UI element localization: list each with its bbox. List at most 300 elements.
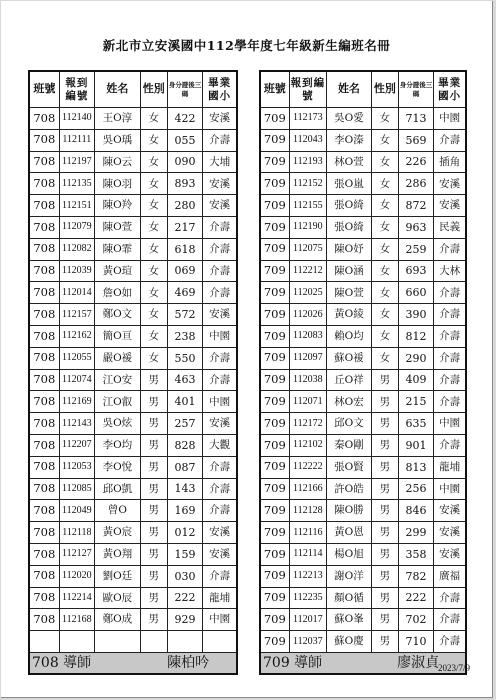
student-name-cell: 吳O炫 xyxy=(95,413,141,435)
header-register-no: 報到編號 xyxy=(59,71,94,108)
table-footer-row xyxy=(260,652,466,674)
grad-school-cell: 民義 xyxy=(434,216,466,238)
class-no-cell: 709 xyxy=(260,238,289,260)
register-no-cell: 112055 xyxy=(59,347,94,369)
class-no-cell xyxy=(29,631,59,653)
register-no-cell: 112075 xyxy=(289,238,326,260)
class-no-cell: 709 xyxy=(260,347,289,369)
header-grad-school: 畢業國小 xyxy=(434,71,466,108)
grad-school-cell: 中園 xyxy=(434,413,466,435)
student-name-cell: 謝O洋 xyxy=(327,565,372,587)
sex-cell: 女 xyxy=(140,325,167,347)
register-no-cell: 112197 xyxy=(59,151,94,173)
student-name-cell: 陳O萱 xyxy=(95,216,141,238)
table-row xyxy=(260,304,466,326)
class-no-cell: 709 xyxy=(260,325,289,347)
class-no-cell: 709 xyxy=(260,413,289,435)
class-no-cell: 709 xyxy=(260,522,289,544)
grad-school-cell: 中園 xyxy=(203,325,237,347)
class-no-cell: 708 xyxy=(29,565,59,587)
sex-cell: 女 xyxy=(140,108,167,130)
grad-school-cell: 介壽 xyxy=(434,631,466,653)
student-name-cell: 丘O祥 xyxy=(327,369,372,391)
id-last3-cell xyxy=(167,631,202,653)
id-last3-cell: 409 xyxy=(398,369,433,391)
student-name-cell: 鄭O成 xyxy=(95,609,141,631)
student-name-cell: 嚴O褑 xyxy=(95,347,141,369)
sex-cell: 男 xyxy=(140,587,167,609)
register-no-cell: 112039 xyxy=(59,260,94,282)
id-last3-cell: 469 xyxy=(167,282,202,304)
sex-cell: 女 xyxy=(371,108,398,130)
sex-cell: 男 xyxy=(140,609,167,631)
grad-school-cell: 介壽 xyxy=(434,238,466,260)
header-grad-school: 畢業國小 xyxy=(203,71,237,108)
id-last3-cell: 069 xyxy=(167,260,202,282)
class-no-cell: 709 xyxy=(260,631,289,653)
id-last3-cell: 280 xyxy=(167,195,202,217)
homeroom-teacher-name: 廖淑貞 xyxy=(371,652,466,674)
grad-school-cell: 龍埔 xyxy=(203,587,237,609)
table-row xyxy=(260,195,466,217)
grad-school-cell: 介壽 xyxy=(203,500,237,522)
table-row xyxy=(260,500,466,522)
register-no-cell: 112235 xyxy=(289,587,326,609)
table-row xyxy=(260,522,466,544)
student-name-cell: 陳O云 xyxy=(95,151,141,173)
table-row xyxy=(260,413,466,435)
student-name-cell: 張O嵐 xyxy=(327,173,372,195)
grad-school-cell: 介壽 xyxy=(203,238,237,260)
table-footer-row xyxy=(29,652,237,674)
id-last3-cell: 569 xyxy=(398,129,433,151)
id-last3-cell: 660 xyxy=(398,282,433,304)
grad-school-cell: 安溪 xyxy=(434,173,466,195)
table-row xyxy=(260,609,466,631)
class-no-cell: 708 xyxy=(29,260,59,282)
table-row xyxy=(260,216,466,238)
id-last3-cell: 846 xyxy=(398,500,433,522)
id-last3-cell: 030 xyxy=(167,565,202,587)
student-name-cell: 黃O恩 xyxy=(327,522,372,544)
class-no-cell: 708 xyxy=(29,609,59,631)
id-last3-cell: 169 xyxy=(167,500,202,522)
sex-cell: 男 xyxy=(371,631,398,653)
class-no-cell: 708 xyxy=(29,325,59,347)
class-no-cell: 708 xyxy=(29,522,59,544)
id-last3-cell: 693 xyxy=(398,260,433,282)
table-row xyxy=(260,434,466,456)
class-no-cell: 709 xyxy=(260,369,289,391)
register-no-cell xyxy=(59,631,94,653)
id-last3-cell: 893 xyxy=(167,173,202,195)
table-row xyxy=(29,369,237,391)
sex-cell: 女 xyxy=(371,216,398,238)
sex-cell: 男 xyxy=(371,478,398,500)
class-no-cell: 708 xyxy=(29,434,59,456)
class-no-cell: 709 xyxy=(260,609,289,631)
grad-school-cell: 大埔 xyxy=(203,151,237,173)
document-title: 新北市立安溪國中112學年度七年級新生編班名冊 xyxy=(102,38,391,53)
sex-cell: 男 xyxy=(140,456,167,478)
table-row xyxy=(29,478,237,500)
student-name-cell: 蘇O峯 xyxy=(327,609,372,631)
grad-school-cell: 中園 xyxy=(203,609,237,631)
sex-cell: 男 xyxy=(371,565,398,587)
class-no-cell: 709 xyxy=(260,565,289,587)
id-last3-cell: 782 xyxy=(398,565,433,587)
register-no-cell: 112114 xyxy=(289,543,326,565)
class-no-cell: 709 xyxy=(260,500,289,522)
class-no-cell: 708 xyxy=(29,543,59,565)
student-name-cell: 鄭O文 xyxy=(95,304,141,326)
table-row xyxy=(29,434,237,456)
register-no-cell: 112173 xyxy=(289,108,326,130)
table-header-row xyxy=(29,71,237,108)
id-last3-cell: 226 xyxy=(398,151,433,173)
id-last3-cell: 463 xyxy=(167,369,202,391)
class-no-cell: 708 xyxy=(29,129,59,151)
table-row xyxy=(260,151,466,173)
sex-cell: 女 xyxy=(371,260,398,282)
grad-school-cell: 介壽 xyxy=(203,565,237,587)
table-row xyxy=(29,413,237,435)
student-name-cell: 蘇O褑 xyxy=(327,347,372,369)
class-no-cell: 708 xyxy=(29,108,59,130)
grad-school-cell: 安溪 xyxy=(203,195,237,217)
grad-school-cell: 介壽 xyxy=(434,282,466,304)
table-row xyxy=(260,391,466,413)
sex-cell: 男 xyxy=(140,369,167,391)
grad-school-cell: 介壽 xyxy=(434,587,466,609)
student-name-cell: 陳O霏 xyxy=(95,238,141,260)
student-name-cell: 陳O妤 xyxy=(327,238,372,260)
sex-cell: 女 xyxy=(371,195,398,217)
grad-school-cell: 插角 xyxy=(434,151,466,173)
sex-cell: 女 xyxy=(371,347,398,369)
register-no-cell: 112071 xyxy=(289,391,326,413)
register-no-cell: 112083 xyxy=(289,325,326,347)
register-no-cell: 112053 xyxy=(59,456,94,478)
student-name-cell: 陳O萱 xyxy=(327,282,372,304)
class-no-cell: 709 xyxy=(260,108,289,130)
register-no-cell: 112193 xyxy=(289,151,326,173)
grad-school-cell: 安溪 xyxy=(434,522,466,544)
id-last3-cell: 143 xyxy=(167,478,202,500)
table-body xyxy=(260,108,466,653)
table-row xyxy=(29,216,237,238)
table-row xyxy=(260,565,466,587)
class-no-cell: 708 xyxy=(29,456,59,478)
sex-cell: 男 xyxy=(140,565,167,587)
class-no-cell: 708 xyxy=(29,304,59,326)
grad-school-cell: 廣福 xyxy=(434,565,466,587)
header-id-last3: 身分證後三碼 xyxy=(167,71,202,108)
header-name: 姓名 xyxy=(95,71,141,108)
register-no-cell: 112118 xyxy=(59,522,94,544)
student-name-cell: 江O安 xyxy=(95,369,141,391)
register-no-cell: 112162 xyxy=(59,325,94,347)
register-no-cell: 112152 xyxy=(289,173,326,195)
student-name-cell: 江O叡 xyxy=(95,391,141,413)
student-name-cell: 陳O羽 xyxy=(95,173,141,195)
register-no-cell: 112014 xyxy=(59,282,94,304)
table-row xyxy=(260,173,466,195)
table-row xyxy=(29,304,237,326)
header-id-last3: 身分證後三碼 xyxy=(398,71,433,108)
register-no-cell: 112140 xyxy=(59,108,94,130)
table-row xyxy=(260,108,466,130)
student-name-cell: 林O宏 xyxy=(327,391,372,413)
grad-school-cell: 安溪 xyxy=(203,108,237,130)
register-no-cell: 112166 xyxy=(289,478,326,500)
student-name-cell: 陳O涵 xyxy=(327,260,372,282)
grad-school-cell: 介壽 xyxy=(434,347,466,369)
id-last3-cell: 256 xyxy=(398,478,433,500)
id-last3-cell: 012 xyxy=(167,522,202,544)
class-no-cell: 709 xyxy=(260,543,289,565)
table-row xyxy=(29,129,237,151)
register-no-cell: 112207 xyxy=(59,434,94,456)
sex-cell: 男 xyxy=(371,413,398,435)
table-row xyxy=(29,282,237,304)
id-last3-cell: 713 xyxy=(398,108,433,130)
id-last3-cell: 710 xyxy=(398,631,433,653)
grad-school-cell: 安溪 xyxy=(203,413,237,435)
register-no-cell: 112038 xyxy=(289,369,326,391)
class-no-cell: 708 xyxy=(29,173,59,195)
class-708-roster-table xyxy=(28,70,238,675)
sex-cell: 女 xyxy=(371,129,398,151)
register-no-cell: 112111 xyxy=(59,129,94,151)
register-no-cell: 112214 xyxy=(59,587,94,609)
grad-school-cell: 介壽 xyxy=(203,369,237,391)
class-no-cell: 709 xyxy=(260,195,289,217)
id-last3-cell: 217 xyxy=(167,216,202,238)
grad-school-cell: 介壽 xyxy=(434,434,466,456)
sex-cell: 男 xyxy=(371,543,398,565)
student-name-cell: 蘇O慶 xyxy=(327,631,372,653)
sex-cell: 男 xyxy=(140,478,167,500)
register-no-cell: 112151 xyxy=(59,195,94,217)
id-last3-cell: 222 xyxy=(167,587,202,609)
grad-school-cell: 安溪 xyxy=(434,195,466,217)
table-row xyxy=(29,543,237,565)
sex-cell: 男 xyxy=(140,522,167,544)
register-no-cell: 112155 xyxy=(289,195,326,217)
table-row xyxy=(29,609,237,631)
sex-cell: 女 xyxy=(371,151,398,173)
register-no-cell: 112169 xyxy=(59,391,94,413)
grad-school-cell: 安溪 xyxy=(203,522,237,544)
student-name-cell: 劉O廷 xyxy=(95,565,141,587)
student-name-cell: 陳O勝 xyxy=(327,500,372,522)
id-last3-cell: 299 xyxy=(398,522,433,544)
header-class-no: 班號 xyxy=(260,71,289,108)
sex-cell: 女 xyxy=(140,216,167,238)
class-no-cell: 709 xyxy=(260,478,289,500)
class-no-cell: 709 xyxy=(260,216,289,238)
table-row xyxy=(260,129,466,151)
table-row xyxy=(29,347,237,369)
register-no-cell: 112037 xyxy=(289,631,326,653)
class-no-cell: 709 xyxy=(260,129,289,151)
sex-cell: 男 xyxy=(371,391,398,413)
class-no-cell: 709 xyxy=(260,173,289,195)
register-no-cell: 112097 xyxy=(289,347,326,369)
homeroom-teacher-name: 陳柏吟 xyxy=(140,652,237,674)
table-row xyxy=(260,325,466,347)
student-name-cell: 黃O瑄 xyxy=(95,260,141,282)
id-last3-cell: 550 xyxy=(167,347,202,369)
grad-school-cell: 介壽 xyxy=(203,478,237,500)
grad-school-cell: 安溪 xyxy=(434,543,466,565)
student-name-cell xyxy=(95,631,141,653)
id-last3-cell: 358 xyxy=(398,543,433,565)
sex-cell: 女 xyxy=(140,260,167,282)
sex-cell: 男 xyxy=(371,456,398,478)
id-last3-cell: 929 xyxy=(167,609,202,631)
table-row xyxy=(260,260,466,282)
register-no-cell: 112190 xyxy=(289,216,326,238)
sex-cell: 女 xyxy=(371,282,398,304)
header-register-no: 報到編號 xyxy=(289,71,326,108)
sex-cell: 女 xyxy=(140,195,167,217)
grad-school-cell: 介壽 xyxy=(434,325,466,347)
id-last3-cell: 702 xyxy=(398,609,433,631)
grad-school-cell: 介壽 xyxy=(434,369,466,391)
table-row xyxy=(260,587,466,609)
sex-cell xyxy=(140,631,167,653)
class-no-cell: 709 xyxy=(260,391,289,413)
print-date: 2023/7/9 xyxy=(437,663,470,673)
register-no-cell: 112020 xyxy=(59,565,94,587)
document-page xyxy=(1,1,493,698)
student-name-cell: 吳O愛 xyxy=(327,108,372,130)
student-name-cell: 秦O剛 xyxy=(327,434,372,456)
student-name-cell: 吳O瑀 xyxy=(95,129,141,151)
id-last3-cell: 635 xyxy=(398,413,433,435)
class-no-cell: 709 xyxy=(260,434,289,456)
student-name-cell: 李O均 xyxy=(95,434,141,456)
table-row xyxy=(29,173,237,195)
sex-cell: 女 xyxy=(140,304,167,326)
student-name-cell: 詹O如 xyxy=(95,282,141,304)
sex-cell: 女 xyxy=(371,325,398,347)
table-row xyxy=(29,587,237,609)
id-last3-cell: 812 xyxy=(398,325,433,347)
class-709-roster-table xyxy=(259,70,467,675)
student-name-cell: 曾O xyxy=(95,500,141,522)
register-no-cell: 112079 xyxy=(59,216,94,238)
class-no-cell: 709 xyxy=(260,304,289,326)
id-last3-cell: 401 xyxy=(167,391,202,413)
class-no-cell: 709 xyxy=(260,456,289,478)
sex-cell: 男 xyxy=(140,413,167,435)
grad-school-cell: 介壽 xyxy=(203,216,237,238)
grad-school-cell: 龍埔 xyxy=(434,456,466,478)
header-sex: 性別 xyxy=(371,71,398,108)
grad-school-cell: 安溪 xyxy=(203,543,237,565)
grad-school-cell: 安溪 xyxy=(203,304,237,326)
class-no-cell: 708 xyxy=(29,413,59,435)
table-row xyxy=(260,347,466,369)
register-no-cell: 112043 xyxy=(289,129,326,151)
table-row xyxy=(29,108,237,130)
table-row xyxy=(260,369,466,391)
class-no-cell: 708 xyxy=(29,500,59,522)
register-no-cell: 112127 xyxy=(59,543,94,565)
grad-school-cell: 介壽 xyxy=(203,456,237,478)
class-no-cell: 709 xyxy=(260,260,289,282)
sex-cell: 男 xyxy=(140,500,167,522)
student-name-cell: 陳O羚 xyxy=(95,195,141,217)
table-row xyxy=(260,282,466,304)
student-name-cell: 王O淳 xyxy=(95,108,141,130)
class-no-cell: 708 xyxy=(29,478,59,500)
register-no-cell: 112025 xyxy=(289,282,326,304)
register-no-cell: 112172 xyxy=(289,413,326,435)
table-row xyxy=(260,456,466,478)
grad-school-cell: 中園 xyxy=(434,108,466,130)
sex-cell: 男 xyxy=(371,522,398,544)
register-no-cell: 112213 xyxy=(289,565,326,587)
class-no-cell: 708 xyxy=(29,391,59,413)
id-last3-cell: 572 xyxy=(167,304,202,326)
id-last3-cell: 422 xyxy=(167,108,202,130)
grad-school-cell: 介壽 xyxy=(203,347,237,369)
table-row xyxy=(260,478,466,500)
grad-school-cell: 中園 xyxy=(203,391,237,413)
grad-school-cell: 大觀 xyxy=(203,434,237,456)
sex-cell: 女 xyxy=(140,151,167,173)
id-last3-cell: 087 xyxy=(167,456,202,478)
id-last3-cell: 290 xyxy=(398,347,433,369)
register-no-cell: 112157 xyxy=(59,304,94,326)
student-name-cell: 賴O均 xyxy=(327,325,372,347)
sex-cell: 男 xyxy=(140,543,167,565)
table-row xyxy=(29,631,237,653)
sex-cell: 女 xyxy=(140,129,167,151)
register-no-cell: 112102 xyxy=(289,434,326,456)
class-no-cell: 708 xyxy=(29,238,59,260)
grad-school-cell: 介壽 xyxy=(434,304,466,326)
id-last3-cell: 257 xyxy=(167,413,202,435)
student-name-cell: 黃O翔 xyxy=(95,543,141,565)
id-last3-cell: 286 xyxy=(398,173,433,195)
id-last3-cell: 828 xyxy=(167,434,202,456)
sex-cell: 女 xyxy=(371,304,398,326)
id-last3-cell: 259 xyxy=(398,238,433,260)
id-last3-cell: 159 xyxy=(167,543,202,565)
homeroom-class-label: 709 導師 xyxy=(260,652,371,674)
table-row xyxy=(260,631,466,653)
register-no-cell: 112168 xyxy=(59,609,94,631)
id-last3-cell: 813 xyxy=(398,456,433,478)
id-last3-cell: 872 xyxy=(398,195,433,217)
grad-school-cell: 安溪 xyxy=(434,500,466,522)
id-last3-cell: 055 xyxy=(167,129,202,151)
table-row xyxy=(29,456,237,478)
register-no-cell: 112049 xyxy=(59,500,94,522)
student-name-cell: 歐O辰 xyxy=(95,587,141,609)
grad-school-cell xyxy=(203,631,237,653)
student-name-cell: 簡O亘 xyxy=(95,325,141,347)
student-name-cell: 林O萱 xyxy=(327,151,372,173)
grad-school-cell: 大林 xyxy=(434,260,466,282)
sex-cell: 男 xyxy=(371,609,398,631)
id-last3-cell: 238 xyxy=(167,325,202,347)
